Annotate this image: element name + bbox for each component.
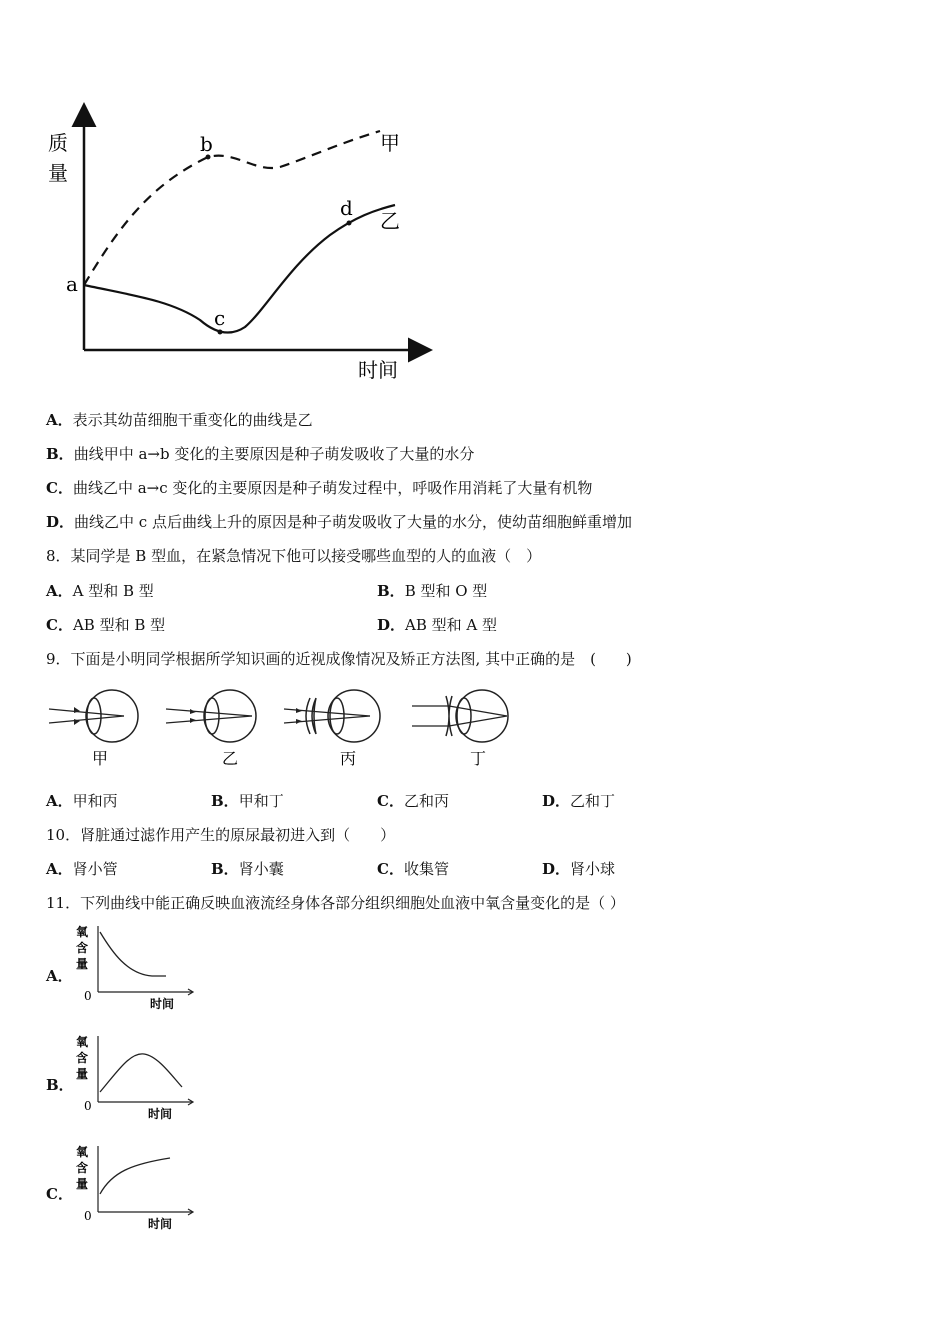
- lens: [330, 698, 344, 734]
- q8-option-d[interactable]: [377, 615, 497, 635]
- option-text: 表示其幼苗细胞干重变化的曲线是乙: [72, 411, 313, 429]
- origin-label: 0: [84, 1209, 92, 1223]
- option-label: A．: [46, 792, 73, 810]
- option-text: 乙和丁: [570, 792, 616, 810]
- option-text: AB 型和 A 型: [405, 616, 498, 634]
- eye-label: 乙: [222, 749, 239, 768]
- q9-option-c[interactable]: [377, 791, 449, 811]
- y-label: 含: [76, 941, 89, 955]
- q9-option-a[interactable]: [46, 791, 118, 811]
- q7-option-d[interactable]: [46, 512, 632, 532]
- q7-option-c[interactable]: [46, 478, 592, 498]
- label-d: d: [340, 196, 353, 220]
- lens: [457, 698, 471, 734]
- oxygen-curve: [100, 1158, 170, 1194]
- q10-stem: 10．肾脏通过滤作用产生的原尿最初进入到（ ）: [46, 826, 396, 844]
- eye-jia: [49, 690, 138, 768]
- eye-label: 丁: [470, 749, 487, 768]
- label-a: a: [66, 272, 78, 296]
- eye-bing: [284, 690, 380, 768]
- option-label: A．: [46, 411, 73, 429]
- option-text: A 型和 B 型: [72, 582, 154, 600]
- q8-option-a[interactable]: [46, 581, 154, 601]
- option-label: C．: [46, 479, 73, 497]
- option-label: D．: [542, 860, 571, 878]
- y-label: 氧: [76, 1035, 89, 1049]
- option-label: A．: [46, 582, 73, 600]
- q9-option-b[interactable]: [211, 791, 284, 811]
- x-label: 时间: [358, 358, 398, 382]
- q8-stem: 8．某同学是 B 型血，在紧急情况下他可以接受哪些血型的人的血液（ ）: [46, 547, 542, 565]
- origin-label: 0: [84, 989, 92, 1003]
- q8-option-c[interactable]: [46, 615, 165, 635]
- option-text: 曲线甲中 a→b 变化的主要原因是种子萌发吸收了大量的水分: [73, 445, 475, 463]
- x-label: 时间: [148, 1217, 173, 1231]
- eye-label: 甲: [92, 749, 109, 768]
- option-label: B．: [377, 582, 405, 600]
- q11-graph-a[interactable]: [72, 922, 202, 1014]
- point-d-dot: [347, 221, 352, 226]
- q11-option-a-label[interactable]: A．: [46, 967, 73, 985]
- q9-stem: 9．下面是小明同学根据所学知识画的近视成像情况及矫正方法图, 其中正确的是 ( ): [46, 650, 632, 668]
- oxygen-curve: [100, 1054, 182, 1092]
- q7-option-a[interactable]: [46, 410, 313, 430]
- option-text: 甲和丙: [72, 792, 118, 810]
- option-label: B．: [211, 860, 239, 878]
- y-label: 氧: [76, 925, 89, 939]
- q10-option-d[interactable]: [542, 859, 615, 879]
- y-label-1: 质: [48, 131, 68, 155]
- option-label: C．: [46, 616, 73, 634]
- corrective-lens: [446, 696, 452, 736]
- oxygen-curve: [100, 932, 166, 976]
- q8-option-b[interactable]: [377, 581, 487, 601]
- q10-option-b[interactable]: [211, 859, 284, 879]
- q11-option-b-label[interactable]: B．: [46, 1076, 74, 1094]
- q11-stem: 11．下列曲线中能正确反映血液流经身体各部分组织细胞处血液中氧含量变化的是（ ）: [46, 894, 625, 912]
- option-label: A．: [46, 860, 73, 878]
- option-text: 肾小囊: [238, 860, 284, 878]
- y-label: 量: [76, 1067, 89, 1081]
- y-label: 含: [76, 1161, 89, 1175]
- label-c: c: [214, 306, 226, 330]
- label-yi: 乙: [380, 209, 400, 233]
- q11-graph-c[interactable]: [72, 1142, 202, 1234]
- option-label: B．: [211, 792, 239, 810]
- ray: [166, 716, 252, 723]
- option-text: 肾小球: [570, 860, 616, 878]
- arrow-icon: [74, 707, 80, 725]
- lens: [205, 698, 219, 734]
- eye-diagrams: [44, 680, 524, 775]
- option-text: 收集管: [403, 860, 449, 878]
- y-label: 量: [76, 1177, 89, 1191]
- option-label: B．: [46, 445, 74, 463]
- ray: [166, 709, 252, 716]
- lens: [87, 698, 101, 734]
- q11-option-c-label[interactable]: C．: [46, 1185, 73, 1203]
- option-text: 曲线乙中 c 点后曲线上升的原因是种子萌发吸收了大量的水分，使幼苗细胞鲜重增加: [74, 513, 632, 531]
- eye-yi: [166, 690, 256, 768]
- label-b: b: [200, 132, 213, 156]
- q10-option-c[interactable]: [377, 859, 449, 879]
- x-label: 时间: [148, 1107, 173, 1121]
- y-label: 含: [76, 1051, 89, 1065]
- option-label: C．: [377, 860, 404, 878]
- y-label-2: 量: [48, 161, 68, 185]
- mass-time-figure: [40, 95, 440, 390]
- option-label: D．: [542, 792, 571, 810]
- y-label: 量: [76, 957, 89, 971]
- x-label: 时间: [150, 997, 175, 1011]
- option-text: 曲线乙中 a→c 变化的主要原因是种子萌发过程中，呼吸作用消耗了大量有机物: [72, 479, 593, 497]
- option-text: AB 型和 B 型: [72, 616, 166, 634]
- q11-graph-b[interactable]: [72, 1032, 202, 1124]
- q10-option-a[interactable]: [46, 859, 118, 879]
- option-label: C．: [377, 792, 404, 810]
- origin-label: 0: [84, 1099, 92, 1113]
- label-jia: 甲: [380, 131, 400, 155]
- point-c-dot: [218, 330, 223, 335]
- q7-option-b[interactable]: [46, 444, 474, 464]
- option-text: 甲和丁: [238, 792, 284, 810]
- option-text: 肾小管: [72, 860, 118, 878]
- option-text: 乙和丙: [403, 792, 449, 810]
- option-label: D．: [46, 513, 75, 531]
- curve-jia-dashed: [84, 131, 380, 285]
- eye-ding: [412, 690, 508, 768]
- q9-option-d[interactable]: [542, 791, 615, 811]
- y-label: 氧: [76, 1145, 89, 1159]
- option-text: B 型和 O 型: [404, 582, 488, 600]
- option-label: D．: [377, 616, 406, 634]
- corrective-lens: [306, 698, 316, 734]
- eye-label: 丙: [340, 749, 357, 768]
